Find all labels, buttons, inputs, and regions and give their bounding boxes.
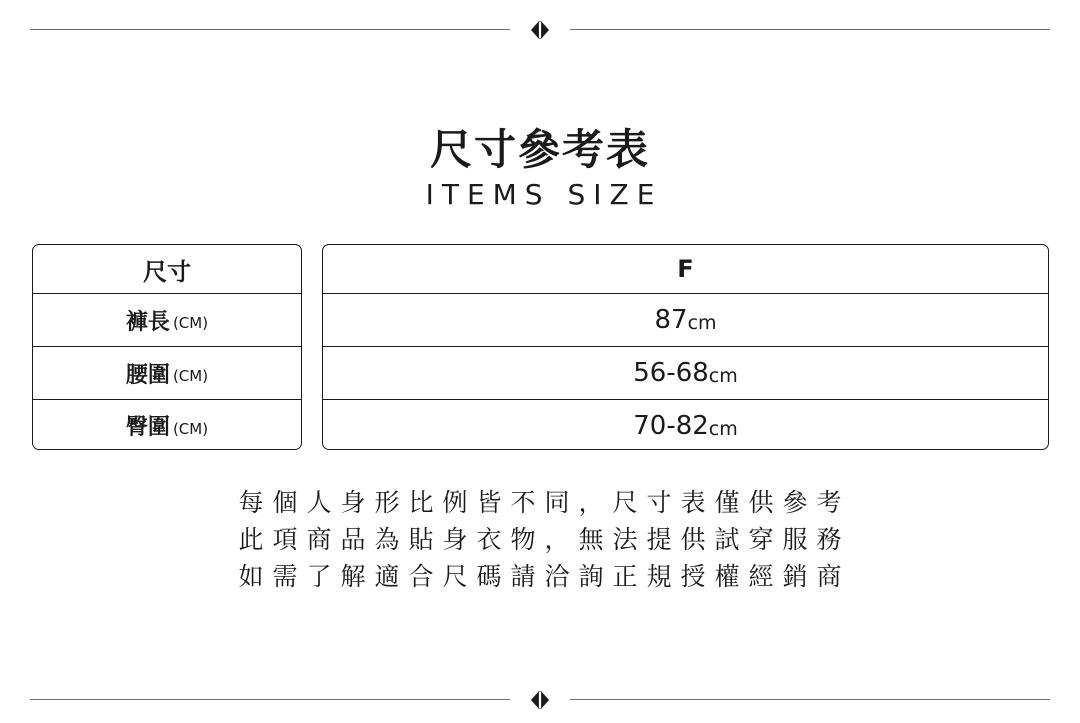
measure-label: 臀圍 (125, 415, 170, 440)
divider-line-left (30, 29, 510, 30)
label-row (33, 399, 301, 450)
size-value-column (322, 244, 1049, 450)
title-block (0, 124, 1080, 212)
double-diamond-icon (520, 688, 560, 712)
measure-value-unit: cm (708, 417, 738, 440)
size-header-label: 尺寸 (143, 257, 191, 286)
measure-unit: (CM) (172, 314, 209, 332)
measure-label: 腰圍 (125, 362, 170, 388)
size-label-column (32, 244, 302, 450)
page-subtitle: ITEMS SIZE (425, 178, 663, 211)
divider-line-left (30, 699, 510, 700)
page-title: 尺寸參考表 (429, 125, 650, 174)
label-row (33, 293, 301, 346)
note-line: 此項商品為貼身衣物，無法提供試穿服務 (238, 525, 851, 554)
label-header-row (33, 245, 301, 293)
value-row (323, 346, 1048, 399)
measure-value: 87 (654, 305, 688, 335)
label-row (33, 346, 301, 399)
notes-block (0, 484, 1080, 595)
measure-value: 56-68 (633, 358, 709, 388)
size-header-value: F (677, 255, 694, 283)
measure-value-unit: cm (687, 312, 717, 334)
divider-line-right (570, 699, 1050, 700)
measure-value: 70-82 (633, 410, 709, 441)
value-header-row (323, 245, 1048, 293)
note-line: 每個人身形比例皆不同，尺寸表僅供參考 (238, 488, 851, 517)
measure-unit: (CM) (172, 367, 209, 385)
measure-value-unit: cm (708, 365, 738, 387)
value-row (323, 399, 1048, 450)
note-line: 如需了解適合尺碼請洽詢正規授權經銷商 (238, 562, 851, 591)
value-row (323, 293, 1048, 346)
measure-unit: (CM) (172, 419, 209, 438)
top-divider (0, 18, 1080, 42)
bottom-divider (0, 688, 1080, 712)
measure-label: 褲長 (125, 309, 170, 335)
double-diamond-icon (520, 18, 560, 42)
divider-line-right (570, 29, 1050, 30)
